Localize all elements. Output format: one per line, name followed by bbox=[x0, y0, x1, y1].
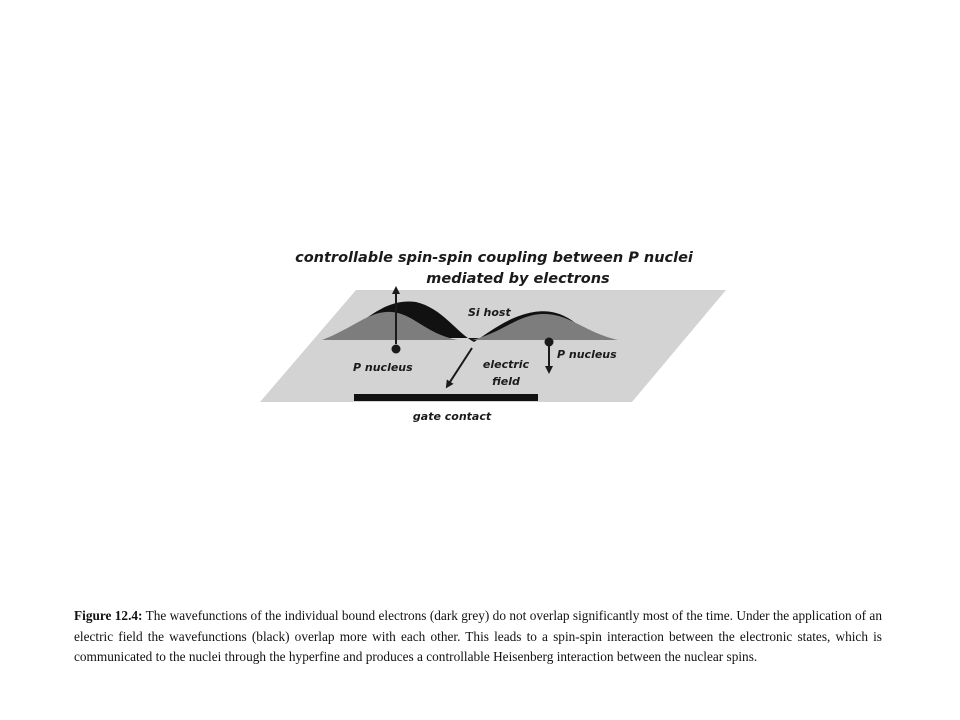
caption-text: The wavefunctions of the individual bound electrons (dark grey) do not overlap significantly most of the time. Under the application of an electric field the wavefunctions (black) overlap more with each other. This leads to a spin-spin interaction between the electronic states, which is communicated to the nuclei through the hyperfine and produces a controllable Heisenberg interaction between the nuclear spins. bbox=[74, 608, 882, 665]
diagram-svg bbox=[258, 240, 730, 428]
gate-contact-label: gate contact bbox=[412, 410, 492, 423]
figure-caption bbox=[74, 606, 882, 667]
si-host-label: Si host bbox=[468, 306, 511, 319]
gate-contact-bar bbox=[354, 394, 538, 401]
diagram-title-line-2: mediated by electrons bbox=[426, 271, 610, 287]
caption-label: Figure 12.4: bbox=[74, 608, 143, 624]
diagram-title-line-1: controllable spin-spin coupling between P nuclei bbox=[295, 250, 693, 266]
right-nucleus-label: P nucleus bbox=[557, 348, 617, 361]
left-nucleus-label: P nucleus bbox=[353, 361, 413, 374]
right-nucleus-dot bbox=[545, 338, 554, 347]
left-nucleus-dot bbox=[392, 345, 401, 354]
electric-field-label-line-1: electric bbox=[482, 358, 530, 371]
spin-coupling-diagram bbox=[258, 240, 730, 428]
electric-field-label-line-2: field bbox=[492, 375, 520, 388]
